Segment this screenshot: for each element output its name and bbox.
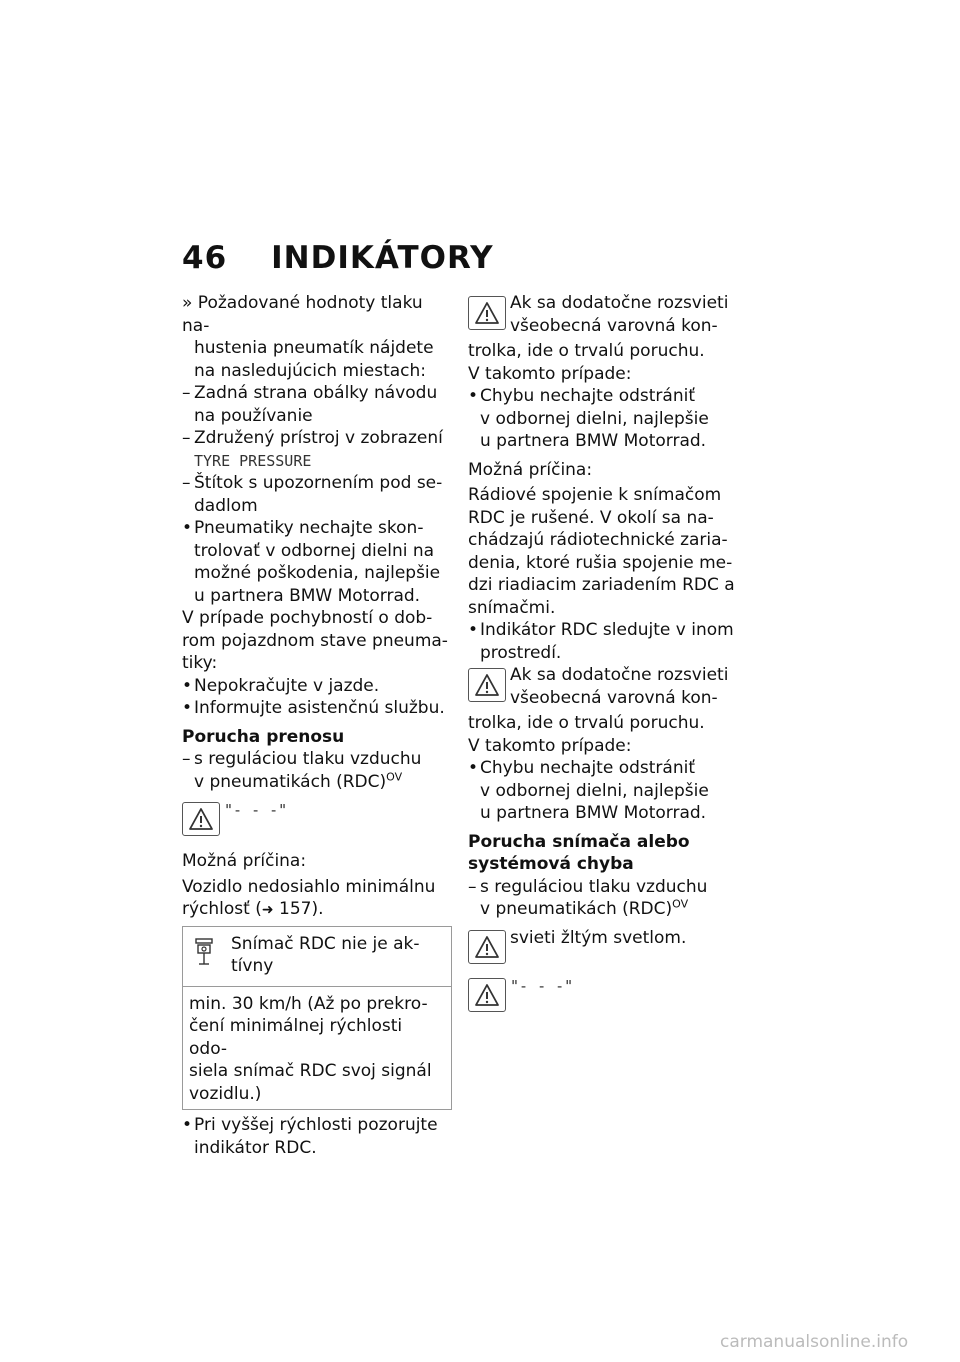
table-row: Snímač RDC nie je ak- tívny: [183, 927, 451, 987]
condition-item: – s reguláciou tlaku vzduchu v pneumatikách (RDC)$^{OV}$: [468, 876, 708, 919]
right-column: Ak sa dodatočne rozsvieti všeobecná varovná kon- trolka, ide o trvalú poruchu. V takomto prípade: • Chybu nechajte odstrániť v odbornej dielni, najlepšie u partnera BMW Motorrad. Možná príčina: Rádiové spojenie k snímačom RDC je rušené. V okolí sa na- chádzajú rádiotechnické zaria- denia, ktoré rušia spojenie me- dzi riadiacim zariadením RDC a snímačmi. • Indikátor RDC sledujte v inom prostredí. Ak sa dodatočne rozsvieti všeobecná varovná kon- trolka, ide o trvalú poruchu. V takomto prípade: • Chybu nechajte odstrániť v odbornej dielni, najlepšie u partnera BMW Motorrad. Porucha snímača alebo systémová chyba – s reguláciou tlaku vzduchu v pneumatikách (RDC)$^{OV}$ svieti žltým svetlom. "- - -": [468, 292, 738, 1023]
display-text: "- - -": [224, 801, 288, 819]
warning-triangle-icon: [468, 296, 506, 330]
warning-triangle-icon: [468, 978, 506, 1012]
location-item: – Zadná strana obálky návodu na používanie: [182, 383, 438, 426]
warning-triangle-icon: [468, 930, 506, 964]
cause-label: Možná príčina:: [468, 459, 593, 480]
page-number: 46: [182, 240, 228, 276]
paragraph: V prípade pochybností o dob- rom pojazdnom stave pneuma- tiky:: [182, 608, 448, 673]
page-title: INDIKÁTORY: [271, 240, 494, 276]
display-text: "- - -": [510, 976, 574, 995]
bullet-item: • Pneumatiky nechajte skon- trolovať v odbornej dielni na možné poškodenia, najlepšie u partnera BMW Motorrad.: [182, 518, 441, 606]
info-table: [182, 926, 452, 1111]
bullet-item: • Nepokračujte v jazde.: [182, 675, 380, 696]
display-row: [468, 975, 738, 1023]
warning-triangle-icon: [182, 802, 220, 836]
display-text: TYRE PRESSURE: [194, 451, 312, 470]
arrow-ref-icon: ➜: [261, 902, 274, 918]
warning-row: Ak sa dodatočne rozsvieti všeobecná varovná kon-: [468, 292, 738, 340]
cause-text: Vozidlo nedosiahlo minimálnu rýchlosť (➜ 157).: [182, 876, 436, 919]
intro-paragraph: » Požadované hodnoty tlaku na- hustenia pneumatík nájdete na nasledujúcich miestach:: [182, 293, 434, 381]
warning-triangle-icon: [468, 668, 506, 702]
watermark: carmanualsonline.info: [720, 1332, 909, 1352]
page-ref: 157).: [279, 899, 324, 919]
location-item: – Združený prístroj v zobrazení TYRE PRESSURE: [182, 427, 452, 472]
condition-item: – s reguláciou tlaku vzduchu v pneumatikách (RDC)$^{OV}$: [182, 749, 422, 792]
left-column: [182, 292, 452, 1159]
bullet-item: • Chybu nechajte odstrániť v odbornej dielni, najlepšie u partnera BMW Motorrad.: [468, 386, 709, 451]
display-row: [182, 799, 452, 847]
bullet-item: • Pri vyššej rýchlosti pozorujte indikátor RDC.: [182, 1115, 438, 1158]
cause-text: Rádiové spojenie k snímačom RDC je rušené. V okolí sa na- chádzajú rádiotechnické zaria- denia, ktoré rušia spojenie me- dzi riadiacim zariadením RDC a snímačmi.: [468, 485, 735, 618]
bullet-item: • Indikátor RDC sledujte v inom prostredí.: [468, 620, 734, 663]
bullet-item: • Informujte asistenčnú službu.: [182, 698, 445, 718]
bullet-item: • Chybu nechajte odstrániť v odbornej dielni, najlepšie u partnera BMW Motorrad.: [468, 758, 709, 823]
section-heading: Porucha snímača alebo systémová chyba: [468, 831, 690, 874]
section-heading: Porucha prenosu: [182, 726, 345, 747]
warning-row: svieti žltým svetlom.: [468, 927, 738, 975]
location-item: – Štítok s upozornením pod se- dadlom: [182, 473, 443, 516]
tire-sensor-icon: [193, 937, 215, 974]
cause-label: Možná príčina:: [182, 851, 307, 871]
table-row: min. 30 km/h (Až po prekro- čení minimálnej rýchlosti odo- siela snímač RDC svoj signál vozidlu.): [189, 993, 432, 1104]
page-header: [182, 240, 494, 276]
warning-row: Ak sa dodatočne rozsvieti všeobecná varovná kon-: [468, 664, 738, 712]
